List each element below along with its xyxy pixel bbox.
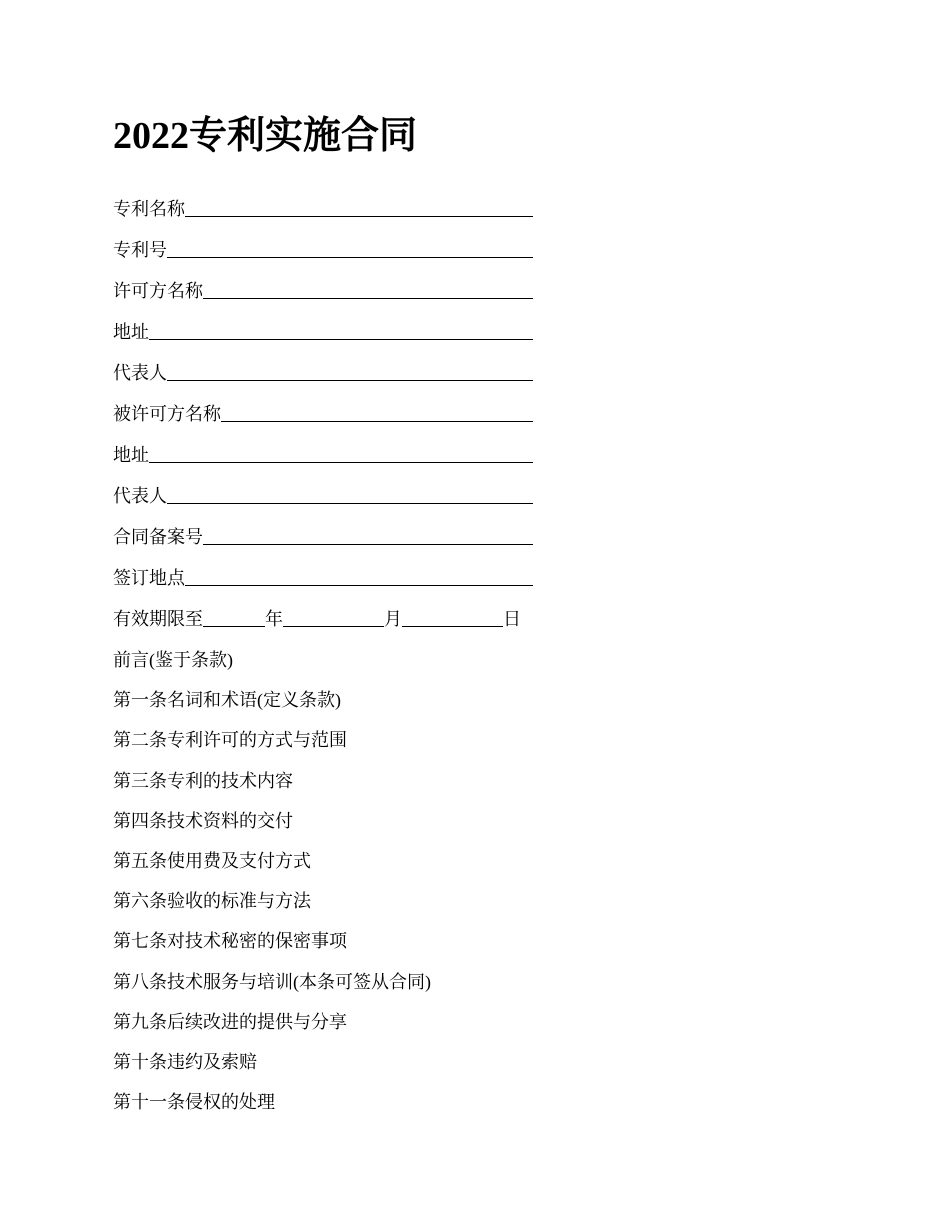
contract-fields [113,179,533,630]
fill-blank[interactable] [149,445,533,463]
clause-item: 第三条专利的技术内容 [113,770,293,791]
field-licensee-name [113,384,533,425]
field-label: 地址 [113,322,149,342]
clause-item: 前言(鉴于条款) [113,650,233,670]
field-signing-place [113,548,533,589]
fill-blank[interactable] [203,527,533,545]
clause-item: 第二条专利许可的方式与范围 [113,730,347,751]
fill-blank[interactable] [167,486,533,504]
clause-item: 第四条技术资料的交付 [113,810,293,831]
field-licensor-address [113,302,533,343]
fill-blank[interactable] [221,404,533,422]
validity-label: 有效期限至 [113,609,203,629]
clause-item: 第一条名词和术语(定义条款) [113,690,341,711]
field-licensee-representative [113,466,533,507]
validity-date-row [113,589,533,630]
field-licensor-name [113,261,533,302]
field-contract-filing-number [113,507,533,548]
clause-item: 第八条技术服务与培训(本条可签从合同) [113,971,431,992]
field-label: 专利号 [113,240,167,260]
clause-item: 第五条使用费及支付方式 [113,850,311,871]
clause-item: 第九条后续改进的提供与分享 [113,1011,347,1032]
fill-blank[interactable] [185,199,533,217]
field-label: 专利名称 [113,199,185,219]
clause-item: 第七条对技术秘密的保密事项 [113,931,347,952]
month-blank[interactable] [283,609,384,627]
year-label: 年 [265,609,283,629]
clause-item: 第十条违约及索赔 [113,1051,257,1072]
field-label: 许可方名称 [113,281,203,301]
field-label: 合同备案号 [113,527,203,547]
month-label: 月 [384,609,402,629]
day-label: 日 [503,609,521,629]
fill-blank[interactable] [203,281,533,299]
clause-list [113,630,533,1113]
fill-blank[interactable] [149,322,533,340]
clause-item: 第十一条侵权的处理 [113,1092,275,1113]
year-blank[interactable] [203,609,265,627]
field-patent-name [113,179,533,220]
field-label: 代表人 [113,486,167,506]
day-blank[interactable] [402,609,503,627]
fill-blank[interactable] [167,240,533,258]
fill-blank[interactable] [167,363,533,381]
field-licensor-representative [113,343,533,384]
fill-blank[interactable] [185,568,533,586]
field-label: 被许可方名称 [113,404,221,424]
document-page [113,113,533,1113]
document-title: 2022专利实施合同 [113,115,418,157]
clause-item: 第六条验收的标准与方法 [113,891,311,912]
field-label: 地址 [113,445,149,465]
field-label: 代表人 [113,363,167,383]
field-licensee-address [113,425,533,466]
field-patent-number [113,220,533,261]
field-label: 签订地点 [113,568,185,588]
